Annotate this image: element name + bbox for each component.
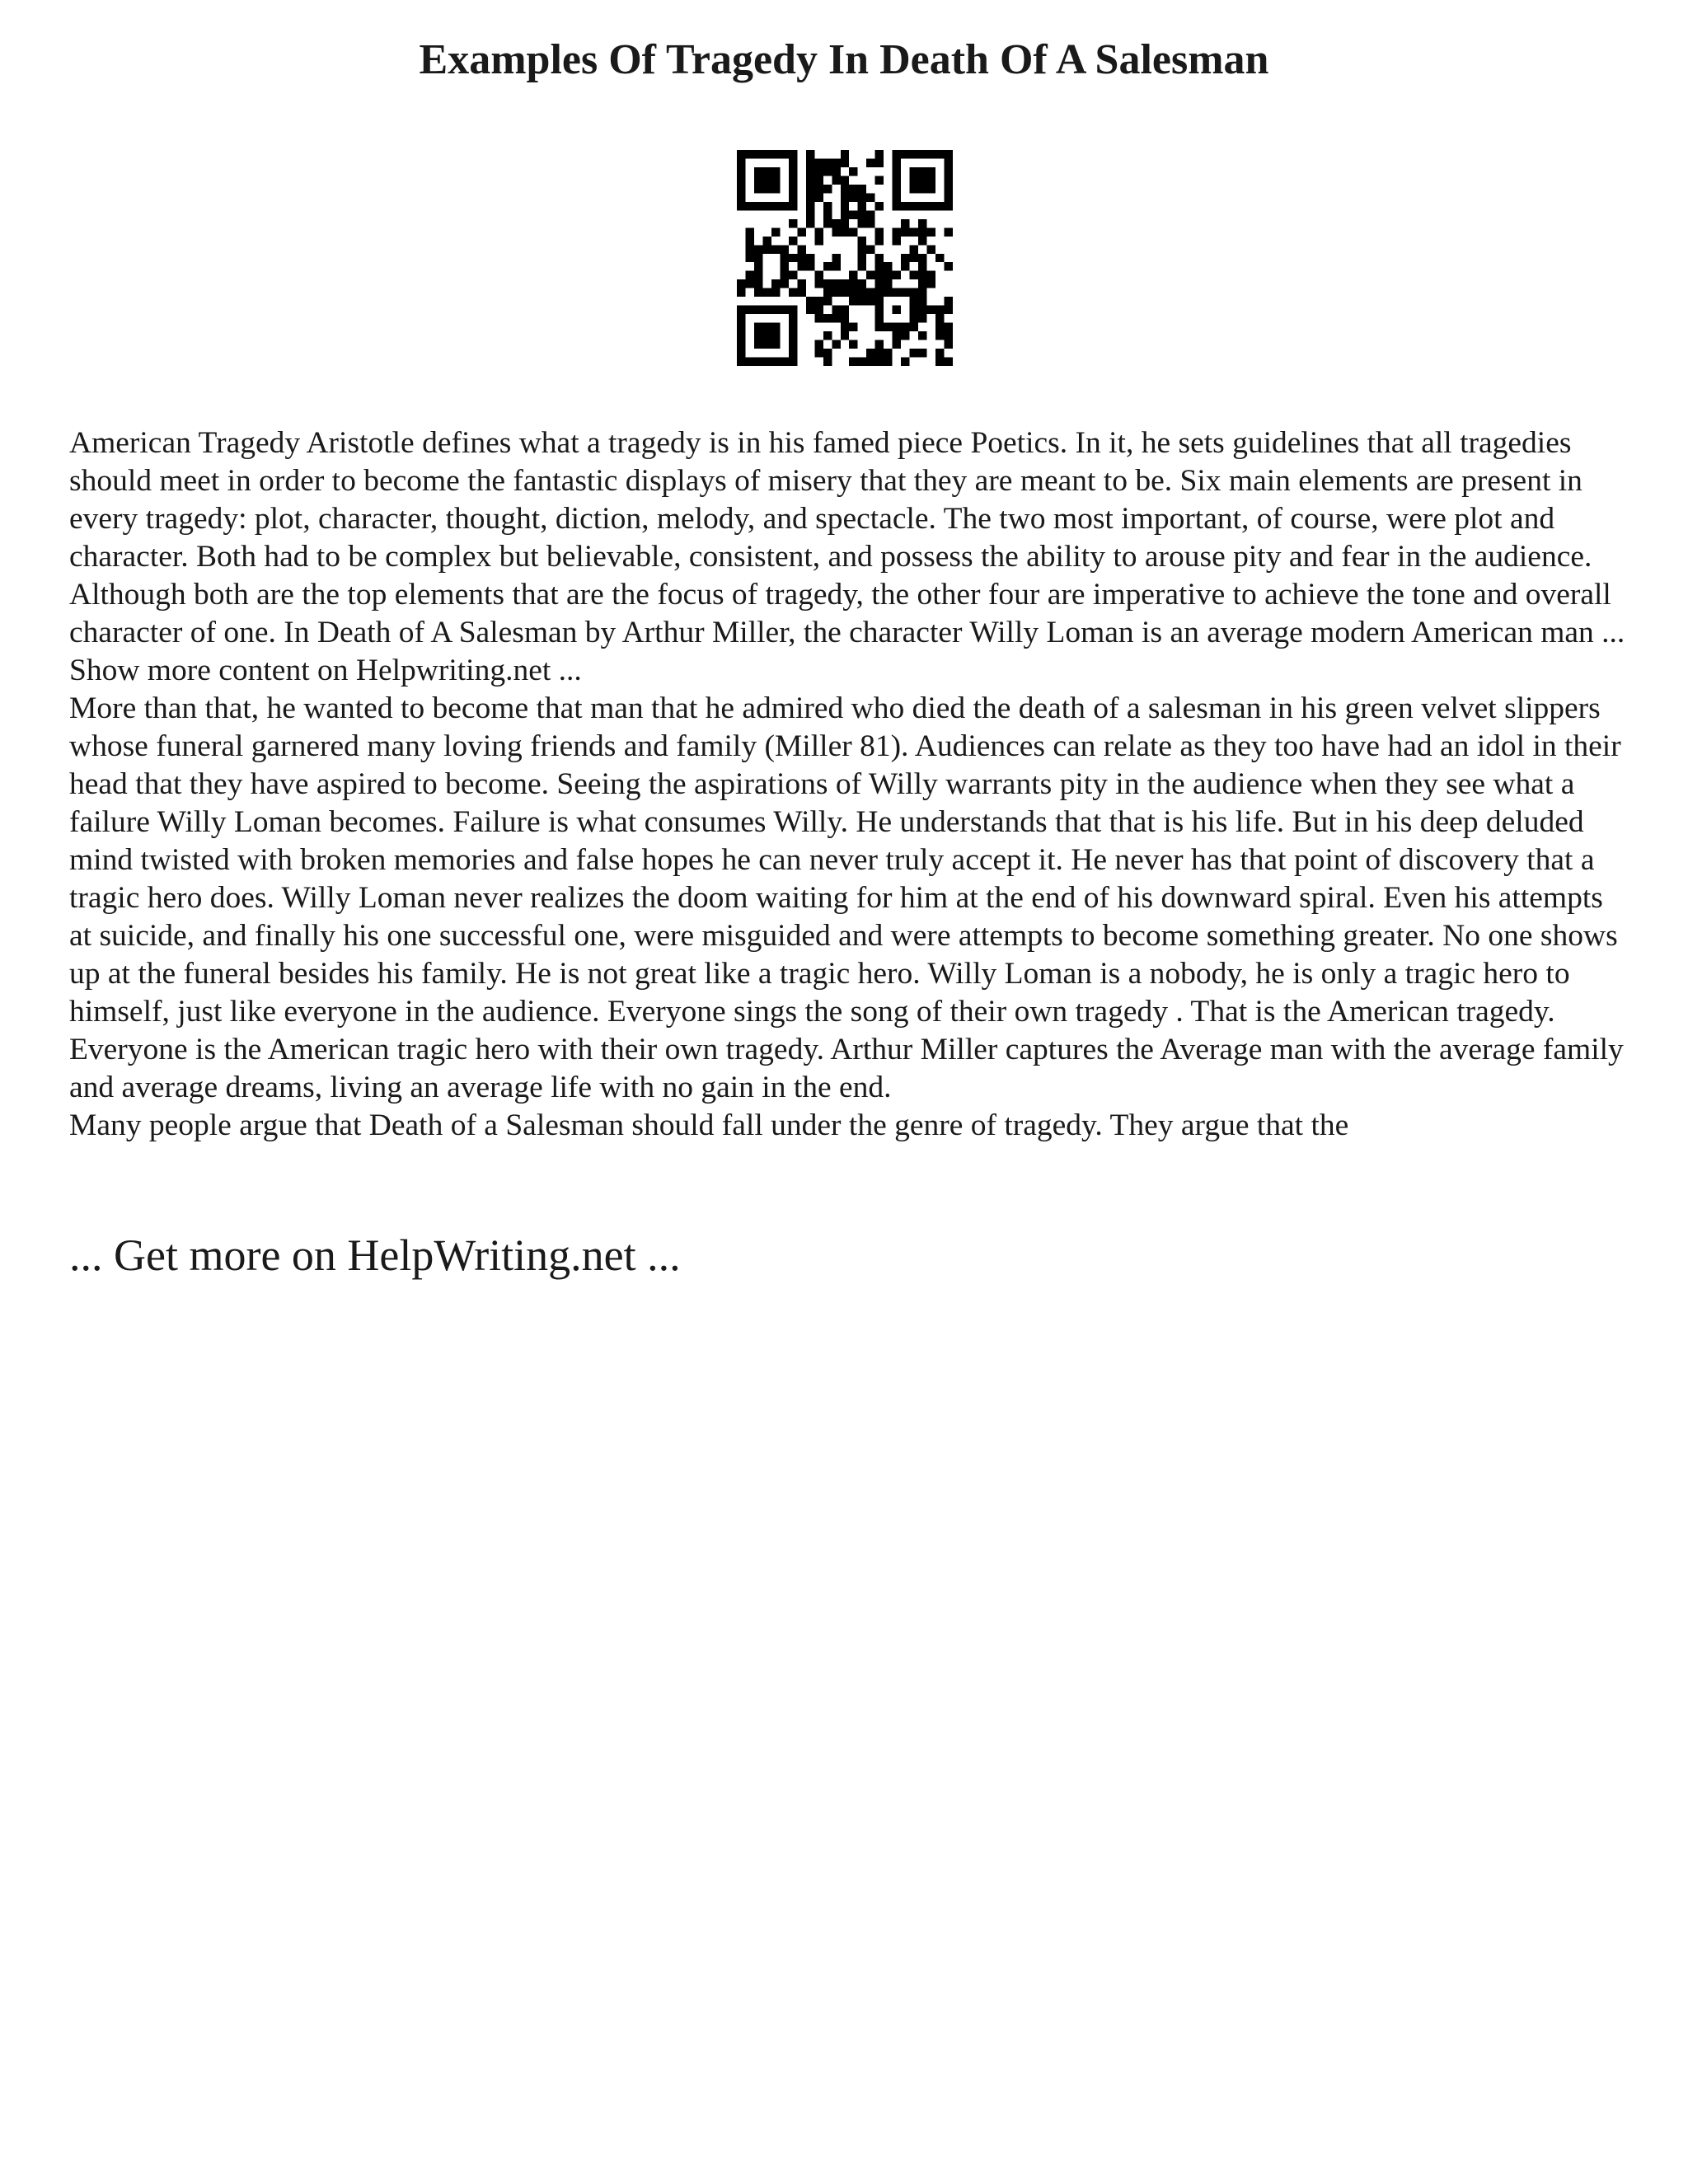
body-text — [69, 424, 1627, 1145]
paragraph-3: Many people argue that Death of a Salesman should fall under the genre of tragedy. They argue that the — [69, 1108, 1349, 1142]
paragraph-2: More than that, he wanted to become that man that he admired who died the death of a salesman in his green velvet slippers whose funeral garnered many loving friends and family (Miller 81). Audiences can relate as they too have had an idol in their head that they have aspired to become. Seeing the aspirations of Willy warrants pity in the audience when they see what a failure Willy Loman becomes. Failure is what consumes Willy. He understands that that is his life. But in his deep deluded mind twisted with broken memories and false hopes he can never truly accept it. He never has that point of discovery that a tragic hero does. Willy Loman never realizes the doom waiting for him at the end of his downward spiral. Even his attempts at suicide, and finally his one successful one, were misguided and were attempts to become something greater. No one shows up at the funeral besides his family. He is not great like a tragic hero. Willy Loman is a nobody, he is only a tragic hero to himself, just like everyone in the audience. Everyone sings the song of their own tragedy . That is the American tragedy. Everyone is the American tragic hero with their own tragedy. Arthur Miller captures the Average man with the average family and average dreams, living an average life with no gain in the end. — [69, 691, 1624, 1104]
document-title: Examples Of Tragedy In Death Of A Salesman — [419, 36, 1269, 83]
get-more-link[interactable]: ... Get more on HelpWriting.net ... — [69, 1230, 681, 1280]
qr-code-icon[interactable] — [737, 150, 953, 366]
paragraph-1: American Tragedy Aristotle defines what a tragedy is in his famed piece Poetics. In it, he sets guidelines that all tragedies should meet in order to become the fantastic displays of misery that they are meant to be. Six main elements are present in every tragedy: plot, character, thought, diction, melody, and spectacle. The two most important, of course, were plot and character. Both had to be complex but believable, consistent, and possess the ability to arouse pity and fear in the audience. Although both are the top elements that are the focus of tragedy, the other four are imperative to achieve the tone and overall character of one. In Death of A Salesman by Arthur Miller, the character Willy Loman is an average modern American man ... Show more content on Helpwriting.net ... — [69, 426, 1625, 687]
